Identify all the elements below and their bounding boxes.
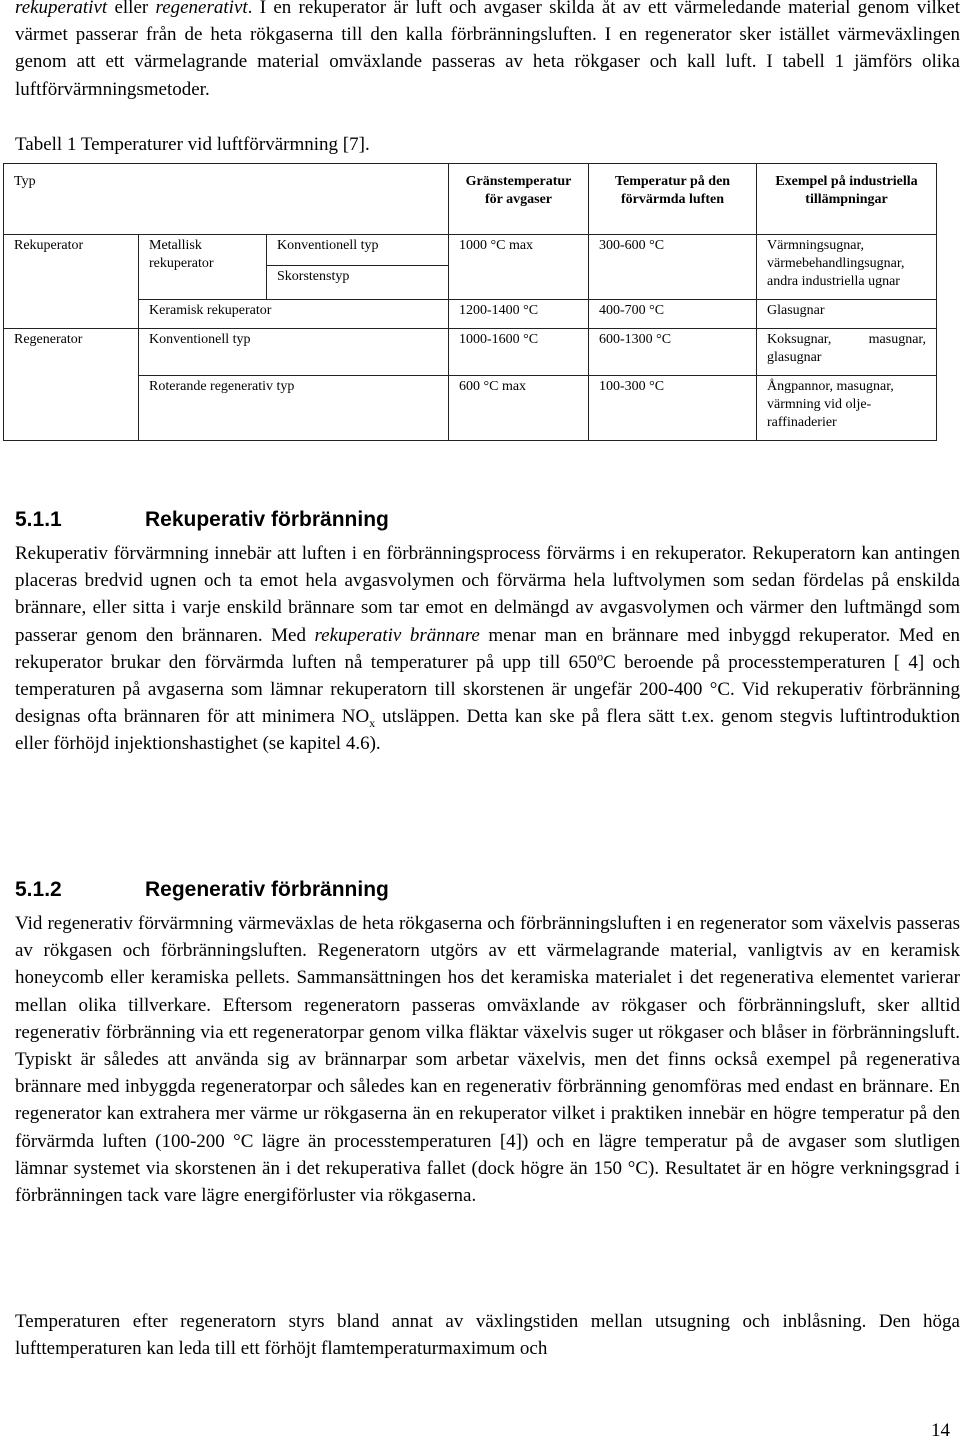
text-run: menar man en brännare med inbyggd rekuperator. Med en rekuperator brukar den förvärmda luften nå temperaturer på upp till 650 (15, 624, 960, 673)
cell-keramisk: Keramisk rekuperator (139, 300, 449, 329)
section-title: Regenerativ förbränning (145, 878, 389, 901)
header-examples: Exempel på industriella tillämpningar (757, 164, 937, 235)
table-caption: Tabell 1 Temperaturer vid luftförvärmning [7]. (15, 134, 370, 155)
section-number: 5.1.1 (15, 508, 62, 531)
table-row (4, 235, 937, 266)
intro-italic-b: regenerativt (155, 0, 248, 18)
text-run: C beroende på processtemperaturen [ 4] och temperaturen på avgaserna som lämnar rekuperatorn till skorstenen är ungefär 200-400 °C. Vid rekuperativ förbränning designas ofta brännaren för att minimera NO (15, 651, 960, 728)
cell-r3-examples: Koksugnar, masugnar, glasugnar (757, 329, 937, 376)
cell-r3-limit: 1000-1600 °C (449, 329, 589, 376)
cell-r2-examples: Glasugnar (757, 300, 937, 329)
intro-rest: . I en rekuperator är luft och avgaser skilda åt av ett värmeledande material genom vilket värmet passerar från de heta rökgaserna till den kalla förbränningsluften. I en regenerator sker istället värmeväxlingen genom att ett värmelagrande material omväxlande passeras av heta rökgaser och kall luft. I tabell 1 jämförs olika luftförvärmningsmetoder. (15, 0, 960, 100)
page-number: 14 (931, 1420, 950, 1441)
nox-subscript: x (369, 716, 376, 731)
table-header-row (4, 164, 937, 235)
italic-term: rekuperativ brännare (314, 624, 480, 646)
cell-r4-air: 100-300 °C (589, 376, 757, 441)
intro-italic-a: rekuperativt (15, 0, 108, 18)
cell-r1-examples: Värmningsugnar, värmebehandlingsugnar, andra industriella ugnar (757, 235, 937, 300)
cell-r2-air: 400-700 °C (589, 300, 757, 329)
cell-rekuperator: Rekuperator (4, 235, 139, 329)
text-run: Rekuperativ förvärmning innebär att luften i en förbränningsprocess förvärms i en rekuperator. Rekuperatorn kan antingen placeras bredvid ugnen och ta emot hela avgasvolymen och förvärma hela luftvolymen som sedan fördelas på enskilda brännare, eller sitta i varje enskild brännare som tar emot en delmängd av avgasvolymen och värmer den luftmängd som passerar genom den brännaren. Med (15, 543, 960, 646)
cell-skorstenstyp: Skorstenstyp (267, 266, 449, 300)
degree-superscript: o (597, 649, 604, 664)
cell-r1-limit: 1000 °C max (449, 235, 589, 300)
header-typ: Typ (4, 164, 449, 235)
section-5-1-1-paragraph (15, 540, 960, 758)
cell-r3-air: 600-1300 °C (589, 329, 757, 376)
section-heading-5-1-2 (15, 878, 389, 902)
header-air-temp: Temperatur på den förvärmda luften (589, 164, 757, 235)
temperature-table (3, 163, 937, 441)
cell-metallisk: Metallisk rekuperator (139, 235, 267, 300)
intro-mid: eller (107, 0, 156, 18)
table-row (4, 376, 937, 441)
section-5-1-2-paragraph-2: Temperaturen efter regeneratorn styrs bland annat av växlingstiden mellan utsugning och inblåsning. Den höga lufttemperaturen kan leda till ett förhöjt flamtemperaturmaximum och (15, 1311, 960, 1360)
intro-paragraph (15, 0, 960, 103)
table-row (4, 329, 937, 376)
cell-roterande: Roterande regenerativ typ (139, 376, 449, 441)
text-run: utsläppen. Detta kan ske på flera sätt t.ex. genom stegvis luftintroduktion eller förhöjd injektionshastighet (se kapitel 4.6). (15, 706, 960, 755)
cell-r2-limit: 1200-1400 °C (449, 300, 589, 329)
header-limit-temp: Gränstemperatur för avgaser (449, 164, 589, 235)
section-title: Rekuperativ förbränning (145, 508, 389, 531)
section-number: 5.1.2 (15, 878, 62, 901)
section-heading-5-1-1 (15, 508, 389, 532)
table-row (4, 300, 937, 329)
cell-regenerator: Regenerator (4, 329, 139, 441)
cell-konventionell-typ: Konventionell typ (267, 235, 449, 266)
section-5-1-2-paragraph-1: Vid regenerativ förvärmning värmeväxlas de heta rökgaserna och förbränningsluften i en regenerator som växelvis passeras av rökgasen och förbränningsluften. Regeneratorn utgörs av ett värmelagrande material, vanligtvis av en keramisk honeycomb eller keramiska pellets. Sammansättningen hos det keramiska materialet i det regenerativa elementet varierar mellan olika tillverkare. Eftersom regeneratorn passeras omväxlande av rökgaser och förbränningsluft, sker alltid regenerativ förbränning via ett regeneratorpar genom vilka fläktar växelvis suger ut rökgaser och blåser in förbränningsluft. Typiskt är således att använda sig av brännarpar som arbetar växelvis, men det finns också exempel på regenerativa brännare med inbyggda regeneratorpar och således kan en regenerativ förbränning genomföras med endast en brännare. En regenerator kan extrahera mer värme ur rökgaserna än en rekuperator vilket i praktiken innebär en högre temperatur på den förvärmda luften (100-200 °C lägre än processtemperaturen [4]) och en lägre temperatur på de avgaser som slutligen lämnar systemet via skorstenen än i det rekuperativa fallet (dock högre än 150 °C). Resultatet är en högre verkningsgrad i förbränningen tack vare lägre energiförluster via rökgaserna. (15, 913, 960, 1207)
cell-r4-examples: Ångpannor, masugnar, värmning vid olje-raffinaderier (757, 376, 937, 441)
cell-regen-konventionell: Konventionell typ (139, 329, 449, 376)
cell-r1-air: 300-600 °C (589, 235, 757, 300)
cell-r4-limit: 600 °C max (449, 376, 589, 441)
